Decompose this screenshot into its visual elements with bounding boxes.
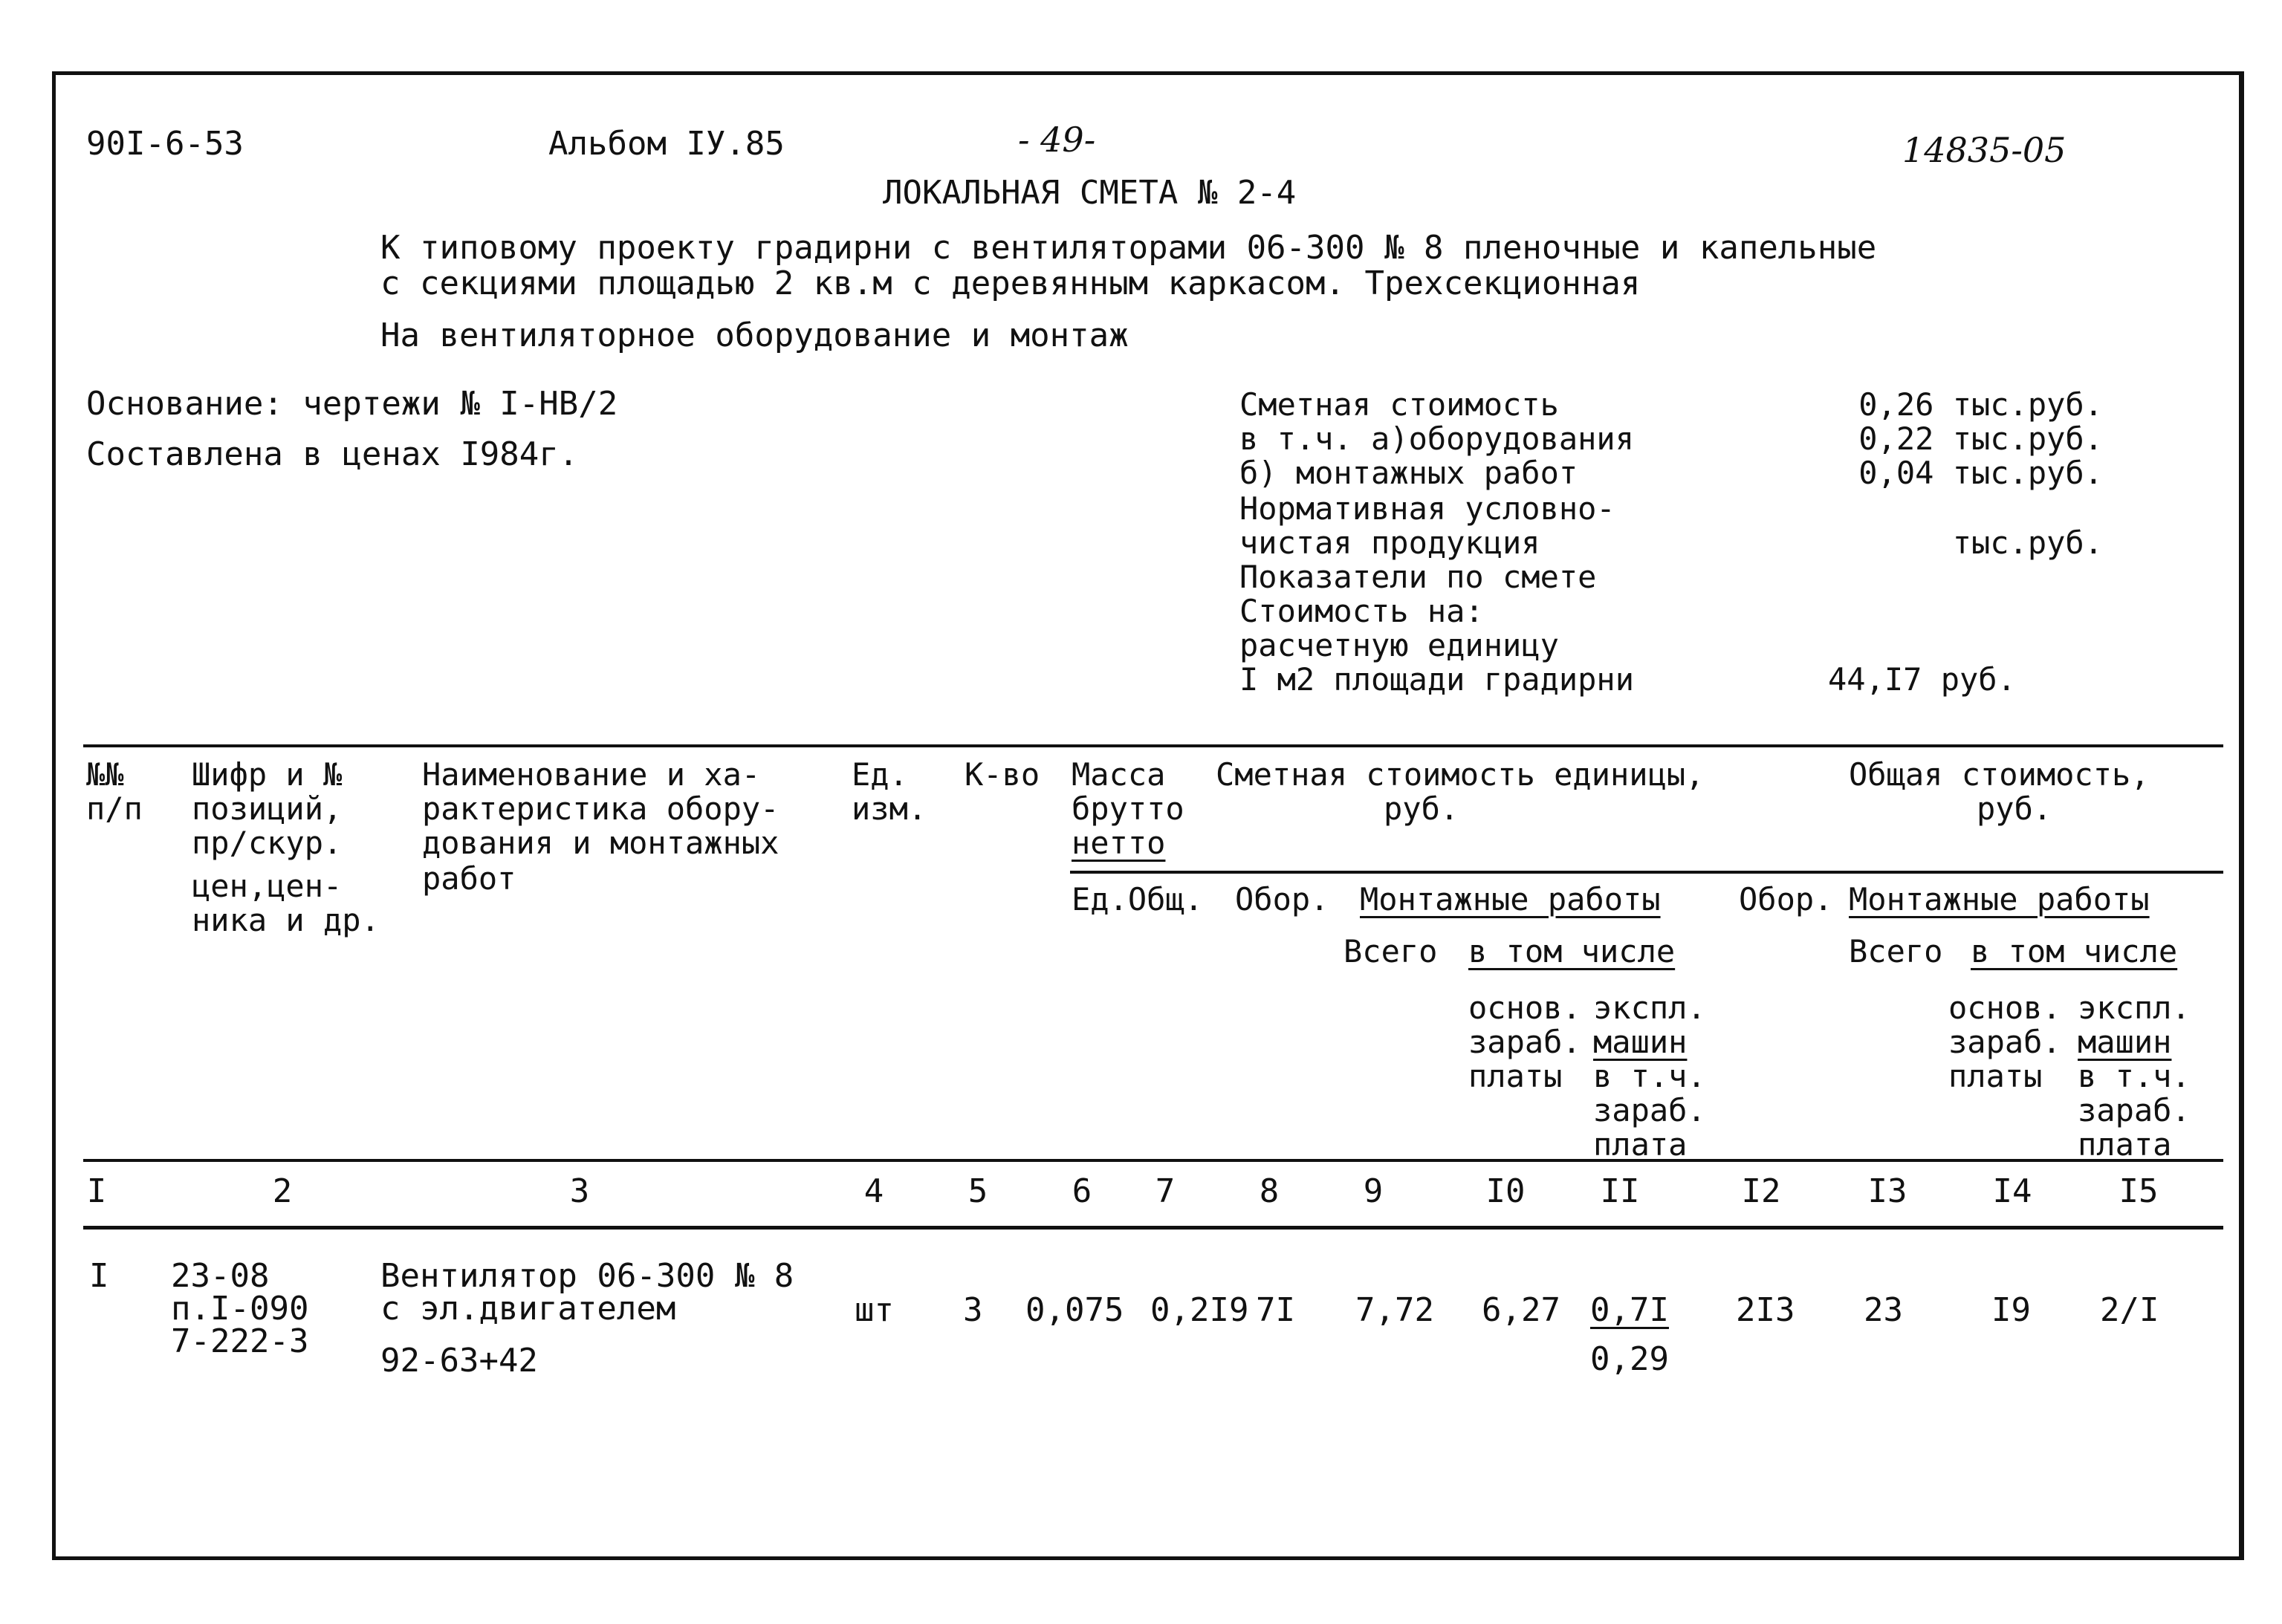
header-mass-sub: Ед.Общ. xyxy=(1072,881,1204,917)
row-machine-wage-unit: 0,29 xyxy=(1590,1340,1669,1378)
summary-label: Стоимость на: xyxy=(1239,593,1484,629)
header-machine: плата xyxy=(1593,1126,1688,1163)
header-machine: машин xyxy=(1593,1024,1688,1060)
subtitle-line-3: На вентиляторное оборудование и монтаж xyxy=(380,316,1129,354)
row-name: Вентилятор 06-300 № 8 xyxy=(380,1257,794,1295)
column-number: 5 xyxy=(967,1172,988,1210)
header-col-mass: нетто xyxy=(1072,825,1166,861)
header-rule xyxy=(1070,871,2223,874)
row-unit: шт xyxy=(855,1291,894,1329)
header-unit-cost: Сметная стоимость единицы, xyxy=(1216,756,1705,793)
summary-label: I м2 площади градирни xyxy=(1239,661,1635,698)
column-number: I2 xyxy=(1741,1172,1781,1210)
row-mass-unit: 0,075 xyxy=(1025,1291,1124,1329)
summary-label: в т.ч. а)оборудования xyxy=(1239,420,1635,457)
column-number-rule xyxy=(83,1226,2223,1230)
header-total: Всего xyxy=(1849,933,1943,969)
row-installation-total: 23 xyxy=(1864,1291,1903,1329)
summary-label: расчетную единицу xyxy=(1239,627,1559,663)
summary-value: 0,26 тыс.руб. xyxy=(1858,386,2103,423)
header-col-code: Шифр и № xyxy=(192,756,343,793)
subtitle-line-1: К типовому проекту градирни с вентиляторами 06-300 № 8 пленочные и капельные xyxy=(380,229,1877,267)
column-number: 6 xyxy=(1072,1172,1092,1210)
header-col-unit: Ед. xyxy=(852,756,908,793)
header-col-name: Наименование и ха- xyxy=(422,756,761,793)
header-col-name: рактеристика обору- xyxy=(422,790,779,827)
row-equipment-unit: 7I xyxy=(1256,1291,1295,1329)
column-number: I3 xyxy=(1867,1172,1907,1210)
header-col-code: ника и др. xyxy=(192,902,380,938)
header-base-wage: основ. xyxy=(1948,990,2061,1026)
header-machine: зараб. xyxy=(1593,1092,1706,1128)
column-number: 4 xyxy=(863,1172,884,1210)
basis-prices: Составлена в ценах I984г. xyxy=(86,435,579,473)
column-number: 2 xyxy=(272,1172,293,1210)
page-number: - 49- xyxy=(1018,120,1096,160)
row-machine-unit: 0,7I xyxy=(1590,1291,1669,1329)
summary-label: Сметная стоимость xyxy=(1239,386,1559,423)
header-equipment: Обор. xyxy=(1739,881,1833,917)
header-machine: зараб. xyxy=(2078,1092,2191,1128)
header-base-wage: платы xyxy=(1948,1058,2043,1094)
header-machine: в т.ч. xyxy=(2078,1058,2191,1094)
row-mass-total: 0,2I9 xyxy=(1150,1291,1249,1329)
column-number: 7 xyxy=(1155,1172,1176,1210)
header-machine: экспл. xyxy=(2078,990,2191,1026)
header-col-code: пр/скур. xyxy=(192,825,343,861)
summary-value: тыс.руб. xyxy=(1952,524,2103,561)
column-number: I4 xyxy=(1992,1172,2032,1210)
row-code: п.I-090 xyxy=(171,1290,309,1328)
header-col-unit: изм. xyxy=(852,790,927,827)
header-total: Всего xyxy=(1343,933,1438,969)
summary-label: б) монтажных работ xyxy=(1239,455,1578,491)
header-installation: Монтажные работы xyxy=(1360,881,1661,917)
header-total-cost: руб. xyxy=(1977,790,2052,827)
summary-value: 0,04 тыс.руб. xyxy=(1858,455,2103,491)
header-machine: в т.ч. xyxy=(1593,1058,1706,1094)
summary-value: 44,I7 руб. xyxy=(1828,661,2016,698)
row-installation-unit: 7,72 xyxy=(1355,1291,1434,1329)
header-col-num: №№ xyxy=(86,756,124,793)
header-col-code: позиций, xyxy=(192,790,343,827)
row-machine-total: 2/I xyxy=(2100,1291,2159,1329)
basis-drawings: Основание: чертежи № I-НВ/2 xyxy=(86,385,618,423)
column-number: I5 xyxy=(2119,1172,2159,1210)
header-machine: плата xyxy=(2078,1126,2172,1163)
header-base-wage: платы xyxy=(1468,1058,1563,1094)
column-number: 8 xyxy=(1259,1172,1280,1210)
column-number: I0 xyxy=(1485,1172,1526,1210)
header-equipment: Обор. xyxy=(1235,881,1329,917)
row-number: I xyxy=(89,1257,109,1295)
document-number: 14835-05 xyxy=(1902,130,2067,170)
header-col-name: дования и монтажных xyxy=(422,825,779,861)
header-installation: Монтажные работы xyxy=(1849,881,2150,917)
header-total-cost: Общая стоимость, xyxy=(1849,756,2150,793)
header-col-code: цен,цен- xyxy=(192,868,343,904)
header-col-num: п/п xyxy=(86,790,143,827)
row-code: 23-08 xyxy=(171,1257,270,1295)
header-base-wage: зараб. xyxy=(1948,1024,2061,1060)
header-base-wage: зараб. xyxy=(1468,1024,1581,1060)
header-col-name: работ xyxy=(422,860,516,897)
column-number: 3 xyxy=(569,1172,590,1210)
header-base-wage: основ. xyxy=(1468,990,1581,1026)
summary-label: чистая продукция xyxy=(1239,524,1540,561)
header-unit-cost: руб. xyxy=(1384,790,1459,827)
row-base-wage-unit: 6,27 xyxy=(1482,1291,1560,1329)
document-title: ЛОКАЛЬНАЯ СМЕТА № 2-4 xyxy=(883,174,1297,212)
album-label: Альбом IУ.85 xyxy=(548,125,785,163)
header-bottom-rule xyxy=(83,1159,2223,1162)
row-code: 7-222-3 xyxy=(171,1322,309,1360)
header-machine: машин xyxy=(2078,1024,2172,1060)
header-col-mass: брутто xyxy=(1072,790,1184,827)
header-machine: экспл. xyxy=(1593,990,1706,1026)
header-col-qty: К-во xyxy=(965,756,1040,793)
table-top-rule xyxy=(83,744,2223,747)
row-quantity: 3 xyxy=(963,1291,983,1329)
header-including: в том числе xyxy=(1971,933,2178,969)
row-name: 92-63+42 xyxy=(380,1342,538,1380)
summary-label: Показатели по смете xyxy=(1239,559,1597,595)
header-col-mass: Масса xyxy=(1072,756,1166,793)
column-number: 9 xyxy=(1363,1172,1384,1210)
row-equipment-total: 2I3 xyxy=(1736,1291,1795,1329)
row-base-wage-total: I9 xyxy=(1991,1291,2031,1329)
summary-label: Нормативная условно- xyxy=(1239,490,1615,527)
column-number: II xyxy=(1600,1172,1640,1210)
row-name: с эл.двигателем xyxy=(380,1290,676,1328)
summary-value: 0,22 тыс.руб. xyxy=(1858,420,2103,457)
header-including: в том числе xyxy=(1468,933,1676,969)
drawing-code: 90I-6-53 xyxy=(86,125,244,163)
subtitle-line-2: с секциями площадью 2 кв.м с деревянным каркасом. Трехсекционная xyxy=(380,264,1641,302)
column-number: I xyxy=(86,1172,107,1210)
